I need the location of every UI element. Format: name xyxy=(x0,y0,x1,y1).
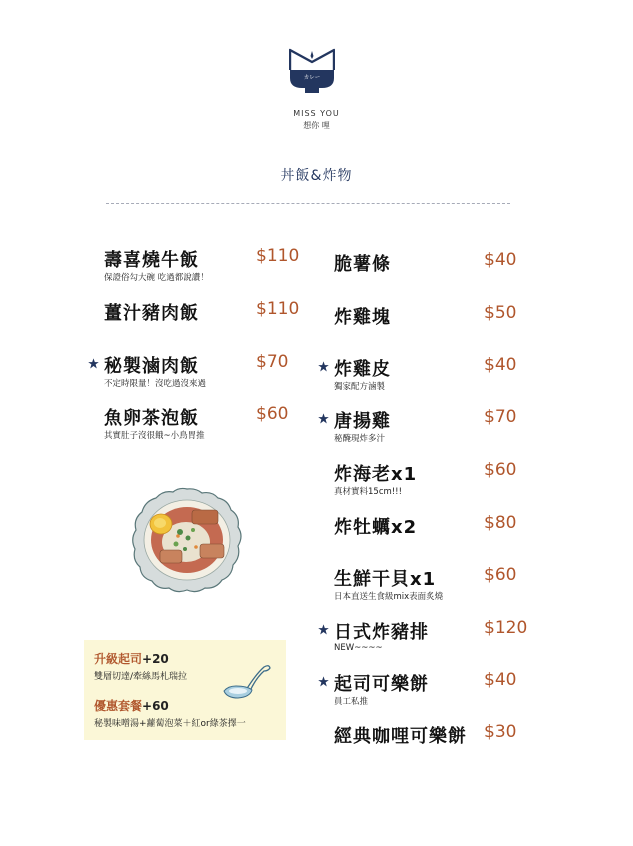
item-name: 脆薯條 xyxy=(334,254,391,275)
item-price: $110 xyxy=(256,299,300,319)
item-price: $60 xyxy=(256,404,289,424)
item-name: 日式炸豬排 xyxy=(334,622,429,643)
item-note: 保證俗勾大碗 吃過都說讚！ xyxy=(104,273,209,283)
logo-icon xyxy=(289,48,335,102)
item-price: $30 xyxy=(484,722,517,742)
item-note: 不定時限量！沒吃過沒來過 xyxy=(104,379,207,389)
rice-bowl-illustration xyxy=(130,486,244,594)
item-name: 炸雞塊 xyxy=(334,307,391,328)
item-price: $40 xyxy=(484,670,517,690)
upgrade-cheese-desc: 雙層切達/牽絲馬札瑞拉 xyxy=(94,672,188,682)
item-price: $80 xyxy=(484,513,517,533)
section-title: 丼飯&炸物 xyxy=(280,168,353,184)
item-name: 炸牡蠣x2 xyxy=(334,517,418,538)
item-price: $70 xyxy=(484,407,517,427)
item-note: 秘醃現炸多汁 xyxy=(334,434,386,444)
item-price: $70 xyxy=(256,352,289,372)
star-icon xyxy=(318,413,329,424)
star-icon xyxy=(318,624,329,635)
star-icon xyxy=(318,676,329,687)
item-note: 員工私推 xyxy=(334,697,369,707)
brand-name-en: MISS YOU xyxy=(293,109,340,118)
set-meal-desc: 秘製味噌湯+蘿蔔泡菜＋紅or綠茶擇一 xyxy=(94,719,246,729)
item-price: $40 xyxy=(484,355,517,375)
item-price: $120 xyxy=(484,618,528,638)
item-price: $40 xyxy=(484,250,517,270)
item-name: 秘製滷肉飯 xyxy=(104,356,199,377)
item-price: $60 xyxy=(484,565,517,585)
star-icon xyxy=(88,358,99,369)
item-name: 生鮮干貝x1 xyxy=(334,569,437,590)
brand-name-zh: 想你 哩 xyxy=(303,121,330,130)
promo-box xyxy=(84,640,286,740)
item-name: 薑汁豬肉飯 xyxy=(104,303,199,324)
item-note: 獨家配方滷製 xyxy=(334,382,386,392)
ladle-icon xyxy=(220,664,274,702)
set-price: +60 xyxy=(142,699,169,713)
item-note: 其實肚子沒很餓~小鳥胃推 xyxy=(104,431,205,441)
item-name: 起司可樂餅 xyxy=(334,674,429,695)
item-name: 炸海老x1 xyxy=(334,464,418,485)
set-title-text: 優惠套餐 xyxy=(94,699,143,713)
item-price: $60 xyxy=(484,460,517,480)
cheese-title-text: 升級起司 xyxy=(94,652,143,666)
item-note: NEW~~~~ xyxy=(334,643,383,653)
dashed-divider xyxy=(106,203,510,204)
logo-text: カレー xyxy=(303,75,321,81)
item-price: $50 xyxy=(484,303,517,323)
item-name: 經典咖哩可樂餅 xyxy=(334,726,467,747)
upgrade-cheese-title xyxy=(94,650,169,667)
item-name: 魚卵茶泡飯 xyxy=(104,408,199,429)
item-price: $110 xyxy=(256,246,300,266)
item-name: 壽喜燒牛飯 xyxy=(104,250,199,271)
cheese-price: +20 xyxy=(142,652,169,666)
star-icon xyxy=(318,361,329,372)
item-name: 炸雞皮 xyxy=(334,359,391,380)
item-name: 唐揚雞 xyxy=(334,411,391,432)
item-note: 日本直送生食級mix表面炙燒 xyxy=(334,592,444,602)
set-meal-title xyxy=(94,697,169,714)
item-note: 真材實料15cm!!! xyxy=(334,487,402,497)
